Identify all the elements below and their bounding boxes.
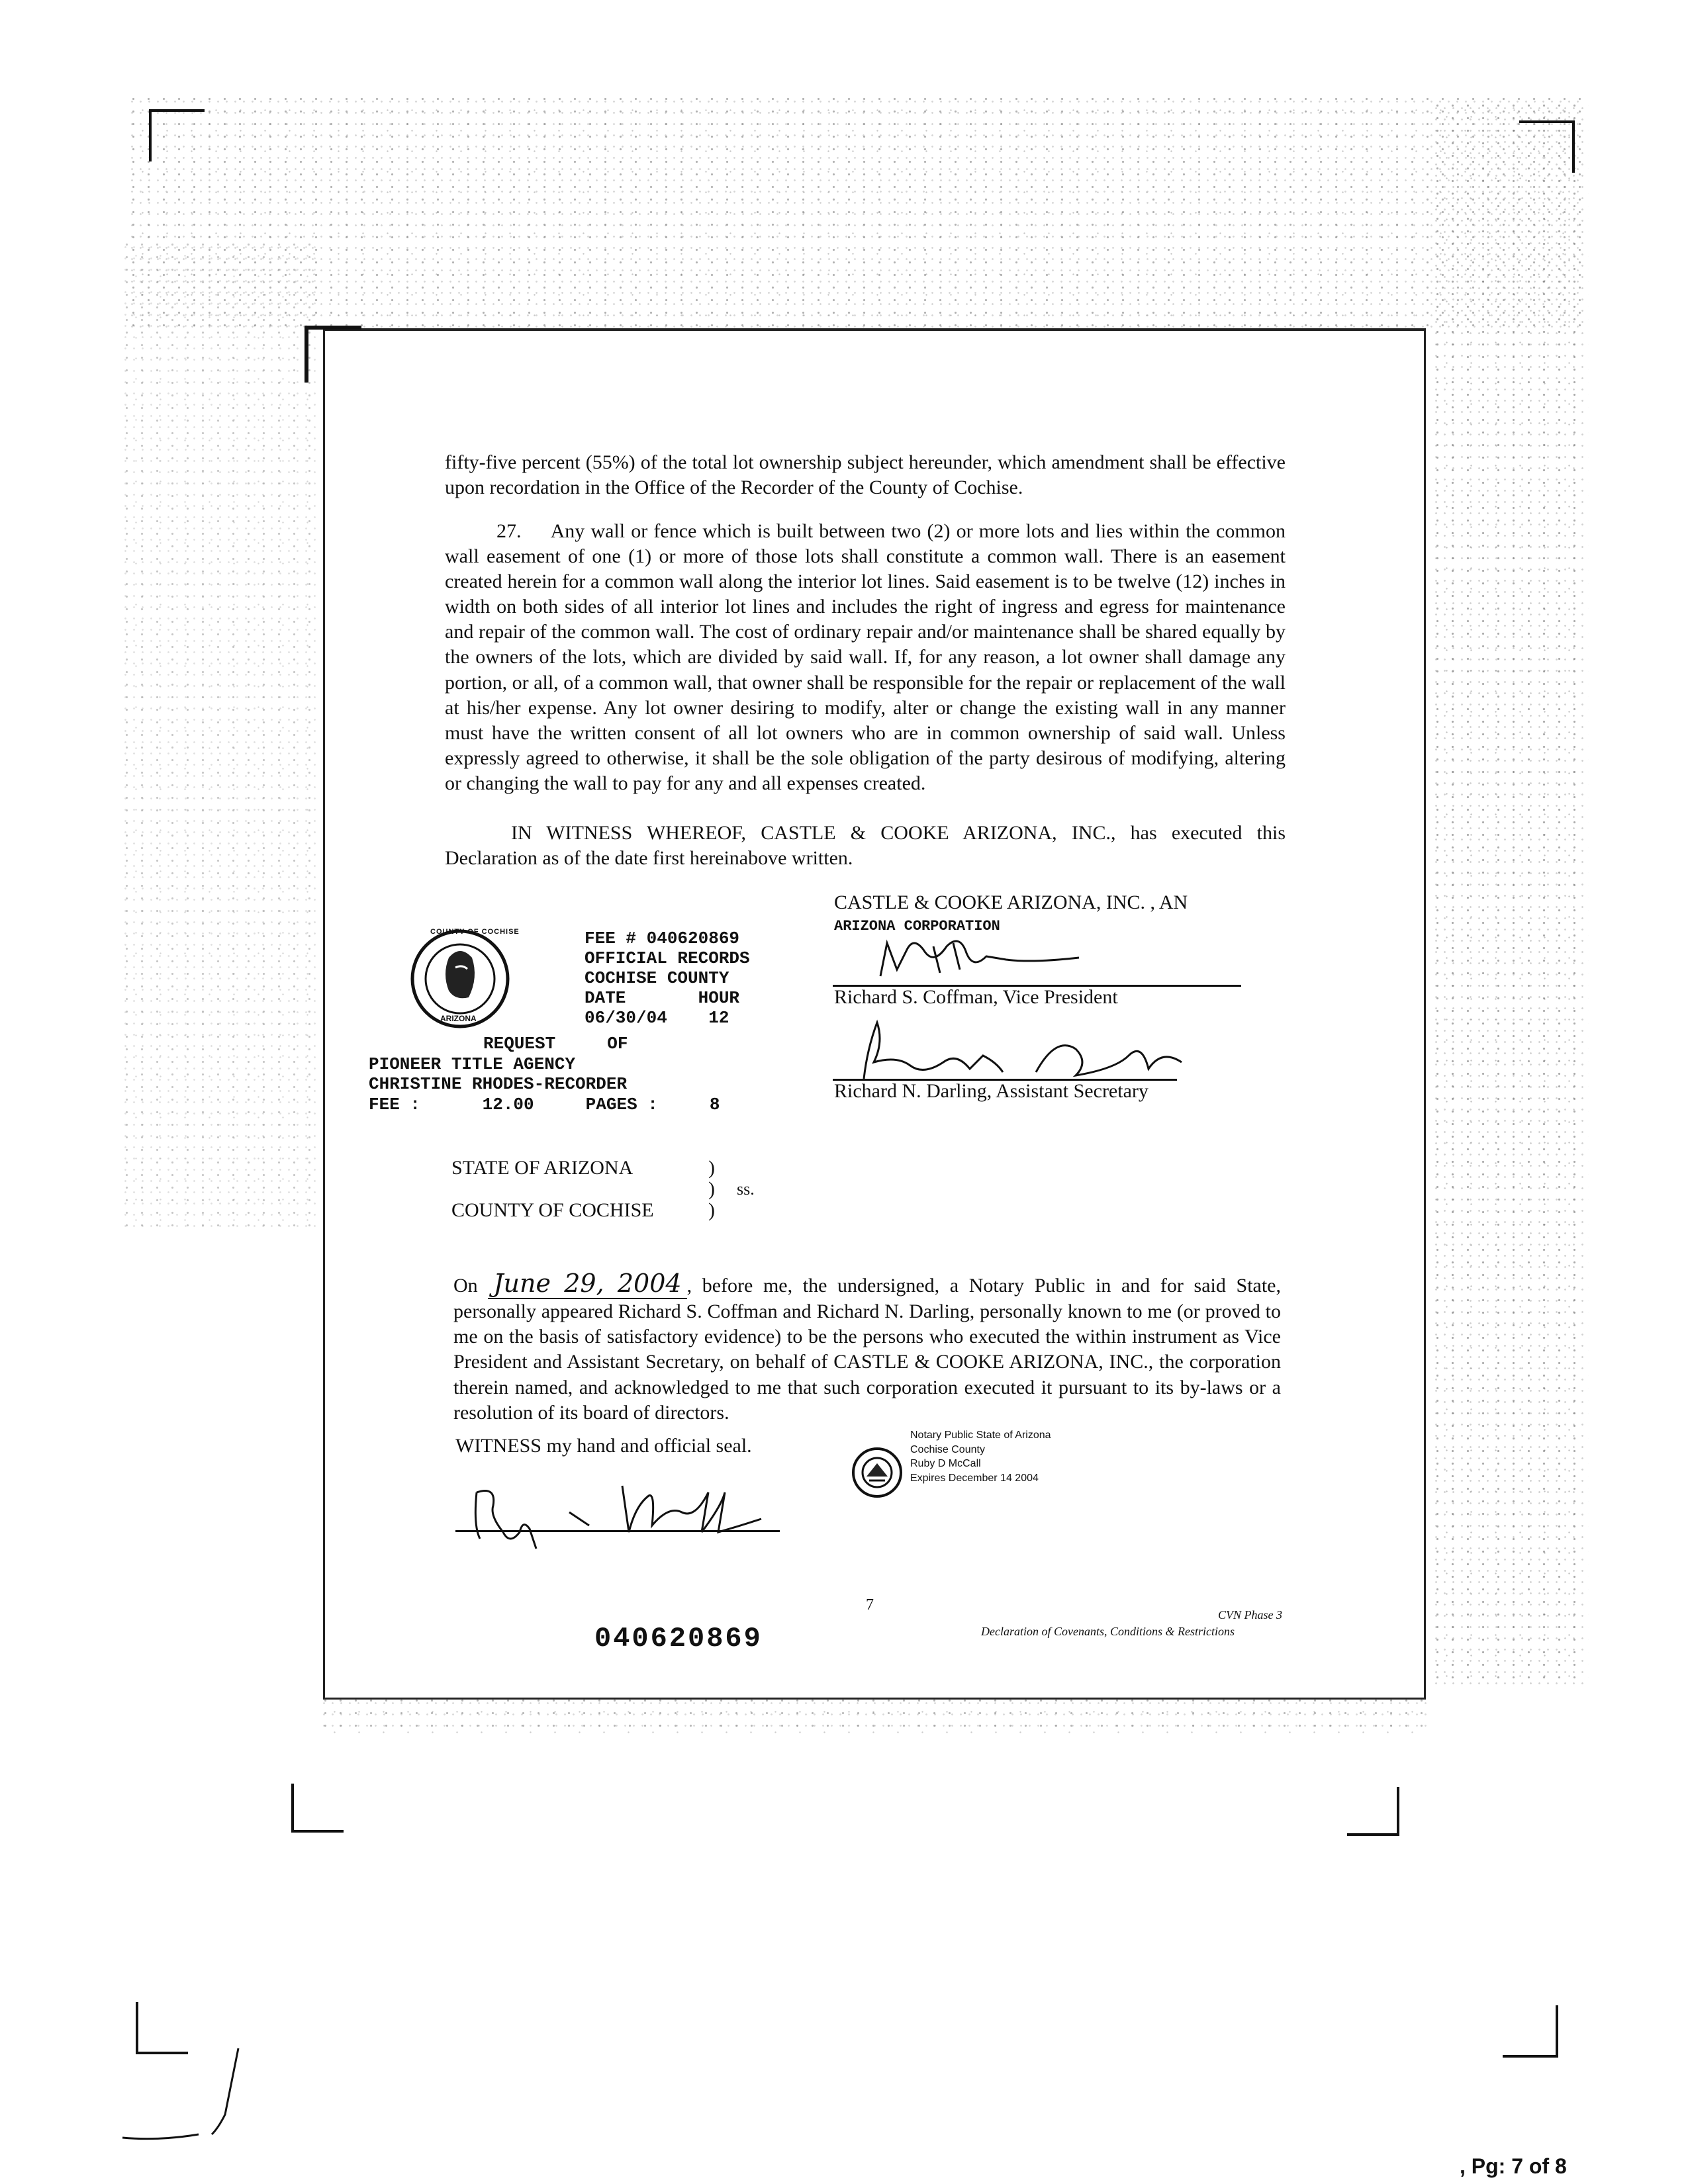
witness-clause: IN WITNESS WHEREOF, CASTLE & COOKE ARIZONA, INC., has executed this Declaration as of the date first hereinabove written. — [445, 822, 1286, 870]
crop-mark-bottom-right — [1503, 2005, 1558, 2058]
crop-mark-mid-left — [291, 1784, 344, 1833]
ack-text-after-date: , before me, the undersigned, a Notary Public in and for said State, — [686, 1275, 1282, 1297]
county-seal-bottom: ARIZONA — [440, 1014, 477, 1023]
inner-crop-mark — [305, 326, 361, 383]
stamp-date-hour-value: 06/30/04 12 — [585, 1008, 729, 1028]
company-name: CASTLE & COOKE ARIZONA, INC. , AN — [834, 891, 1188, 913]
ack-on: On — [453, 1275, 478, 1297]
page-number: 7 — [866, 1596, 874, 1614]
paragraph-continuation: fifty-five percent (55%) of the total lot ownership subject hereunder, which amendment shall be effective upon recordation in the Office of the Recorder of the County of Cochise. — [445, 451, 1286, 499]
ack-handwritten-date: June 29, 2004 — [488, 1269, 686, 1299]
crop-mark-mid-right — [1347, 1787, 1399, 1836]
crop-mark-top-left — [149, 109, 205, 161]
notary-signature-line — [455, 1530, 780, 1532]
notary-seal-line-2: Cochise County — [910, 1443, 985, 1455]
notary-seal-line-1: Notary Public State of Arizona — [910, 1430, 1051, 1441]
signature-mccall — [457, 1466, 774, 1552]
ack-text-rest: personally appeared Richard S. Coffman and Richard N. Darling, personally known to me (or proved to me on the basis of satisfactory evidence) to be the persons who executed the within instrument as Vice President and Assistant Secretary, on behalf of CASTLE & COOKE ARIZONA, INC., the corporation therein named, and acknowledged to me that such corporation executed it pursuant to its by-laws or a resolution of its board of directors. — [453, 1300, 1281, 1424]
signature-coffman — [861, 930, 1125, 989]
acknowledgment — [453, 1267, 1281, 1426]
paragraph-27-text: Any wall or fence which is built between two (2) or more lots and lies within the common wall easement of one (1) or more of those lots shall constitute a common wall. There is an easement created herein for a common wall along the interior lot lines. Said easement is to be twelve (12) inches in width on both sides of all interior lot lines and includes the right of ingress and egress for maintenance and repair of the common wall. The cost of ordinary repair and/or maintenance shall be shared equally by the owners of the lots, which are divided by said wall. If, for any reason, a lot owner shall damage any portion, or all, of a common wall, that owner shall be responsible for the repair or replacement of the wall at his/her expense. Any lot owner desiring to modify, alter or change the existing wall in any manner must have the written consent of all lot owners who are in common ownership of said wall. Unless expressly agreed to otherwise, it shall be the sole obligation of the party desirous of modifying, altering or changing the wall to pay for any and all expenses created. — [445, 520, 1286, 794]
venue-county: COUNTY OF COCHISE — [451, 1199, 654, 1221]
stamp-fee-pages: FEE : 12.00 PAGES : 8 — [369, 1095, 720, 1115]
stamp-recorder: CHRISTINE RHODES-RECORDER — [369, 1074, 628, 1094]
witness-line: WITNESS my hand and official seal. — [455, 1435, 752, 1457]
paragraph-27 — [445, 519, 1286, 796]
signature-darling — [837, 1016, 1208, 1089]
stamp-official: OFFICIAL RECORDS — [585, 948, 750, 968]
notary-seal-text — [910, 1428, 1051, 1485]
stamp-agency: PIONEER TITLE AGENCY — [369, 1054, 576, 1074]
stamp-county: COCHISE COUNTY — [585, 968, 729, 988]
doc-number: 040620869 — [594, 1623, 763, 1655]
scan-noise-left — [119, 238, 318, 1231]
scan-noise-right — [1430, 99, 1589, 1688]
venue-state: STATE OF ARIZONA — [451, 1157, 633, 1179]
venue-paren-2: ) — [708, 1178, 715, 1200]
signer2-name: Richard N. Darling, Assistant Secretary — [834, 1080, 1149, 1102]
notary-seal-line-4: Expires December 14 2004 — [910, 1472, 1039, 1484]
county-seal-text: COUNTY OF COCHISE — [430, 928, 520, 936]
stamp-request-of: REQUEST OF — [483, 1034, 628, 1054]
doc-title: Declaration of Covenants, Conditions & Restrictions — [981, 1625, 1235, 1638]
stray-pen-mark — [119, 2042, 252, 2148]
signer1-name: Richard S. Coffman, Vice President — [834, 986, 1118, 1008]
venue-paren-3: ) — [708, 1199, 715, 1221]
stamp-date-hour-header: DATE HOUR — [585, 988, 740, 1008]
notary-seal — [851, 1446, 904, 1499]
company-sub: ARIZONA CORPORATION — [834, 918, 1000, 934]
venue-paren-1: ) — [708, 1157, 715, 1179]
paragraph-27-number: 27. — [496, 520, 522, 542]
stamp-fee-no: FEE # 040620869 — [585, 929, 740, 948]
doc-phase: CVN Phase 3 — [1218, 1608, 1282, 1621]
venue-ss: ss. — [737, 1179, 755, 1199]
scan-noise-top — [126, 93, 1582, 331]
scan-noise-bottom — [318, 1694, 1430, 1734]
page-indicator: , Pg: 7 of 8 — [1460, 2154, 1567, 2178]
notary-seal-line-3: Ruby D McCall — [910, 1458, 981, 1470]
crop-mark-top-right — [1519, 120, 1575, 173]
